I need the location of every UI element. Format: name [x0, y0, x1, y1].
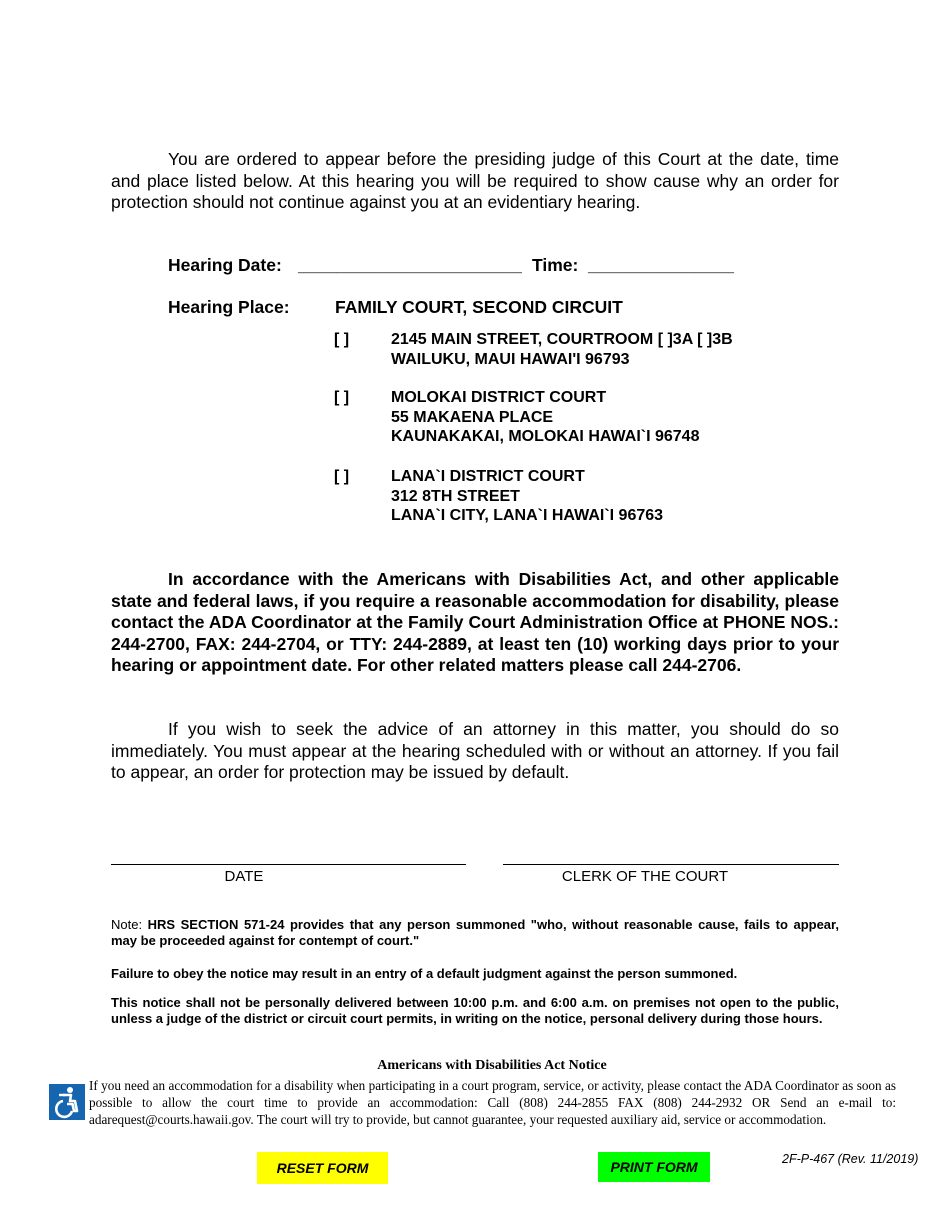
location-molokai: [391, 388, 699, 447]
hearing-time-label: Time:: [532, 255, 579, 275]
location-line: LANA`I CITY, LANA`I HAWAI`I 96763: [391, 507, 664, 524]
hearing-date-field[interactable]: _______________________: [298, 255, 522, 275]
clerk-signature-line[interactable]: [503, 864, 839, 865]
ada-notice-title: Americans with Disabilities Act Notice: [377, 1058, 607, 1073]
location-line: MOLOKAI DISTRICT COURT: [391, 389, 607, 406]
location-line: LANA`I DISTRICT COURT: [391, 468, 585, 485]
location-checkbox-molokai[interactable]: [ ]: [334, 389, 350, 406]
intro-paragraph: You are ordered to appear before the presiding judge of this Court at the date, time and place listed below. At this hearing you will be required to show cause why an order for protection should not continue against you at an evidentiary hearing.: [111, 149, 839, 212]
form-number: 2F-P-467 (Rev. 11/2019): [782, 1152, 919, 1166]
location-line: WAILUKU, MAUI HAWAI'I 96793: [391, 350, 630, 368]
location-line: KAUNAKAKAI, MOLOKAI HAWAI`I 96748: [391, 428, 700, 445]
location-line: 55 MAKAENA PLACE: [391, 408, 554, 426]
print-form-button[interactable]: PRINT FORM: [598, 1152, 710, 1182]
location-checkbox-lanai[interactable]: [ ]: [334, 468, 350, 485]
delivery-note: This notice shall not be personally delivered between 10:00 p.m. and 6:00 a.m. on premises not open to the public, unless a judge of the district or circuit court permits, in writing on the notice, personal delivery during those hours.: [111, 995, 839, 1026]
attorney-paragraph: If you wish to seek the advice of an attorney in this matter, you should do so immediately. You must appear at the hearing scheduled with or without an attorney. If you fail to appear, an order for protection may be issued by default.: [111, 719, 839, 782]
location-lanai: [391, 467, 663, 526]
date-signature-line[interactable]: [111, 864, 466, 865]
hearing-time-field[interactable]: _______________: [588, 255, 734, 275]
note-prefix: Note:: [111, 917, 148, 932]
hrs-note: [111, 917, 839, 949]
hearing-place-label: Hearing Place:: [168, 297, 290, 317]
clerk-label: CLERK OF THE COURT: [561, 868, 729, 885]
failure-note: Failure to obey the notice may result in an entry of a default judgment against the person summoned.: [111, 966, 738, 981]
location-checkbox-wailuku[interactable]: [ ]: [334, 331, 350, 348]
hearing-date-label: Hearing Date:: [168, 255, 282, 275]
ada-notice-body: If you need an accommodation for a disability when participating in a court program, service, or activity, please contact the ADA Coordinator as soon as possible to allow the court time to provide an accommodation: Call (808) 244-2855 FAX (808) 244-2932 OR Send an e-mail to: adarequest@courts.hawaii.gov. The court will try to provide, but cannot guarantee, your requested auxiliary aid, service or accommodation.: [89, 1078, 896, 1127]
reset-form-button[interactable]: RESET FORM: [257, 1152, 388, 1184]
date-label: DATE: [224, 868, 264, 885]
ada-paragraph: In accordance with the Americans with Disabilities Act, and other applicable state and federal laws, if you require a reasonable accommodation for disability, please contact the ADA Coordinator at the Family Court Administration Office at PHONE NOS.: 244-2700, FAX: 244-2704, or TTY: 244-2889, at least ten (10) working days prior to your hearing or appointment date. For other related matters please call 244-2706.: [111, 569, 839, 675]
location-line: 2145 MAIN STREET, COURTROOM [ ]3A [ ]3B: [391, 331, 733, 348]
note-text: HRS SECTION 571-24 provides that any person summoned "who, without reasonable cause, fails to appear, may be proceeded against for contempt of court.": [111, 917, 839, 948]
location-wailuku: [391, 330, 733, 369]
court-name: FAMILY COURT, SECOND CIRCUIT: [335, 297, 623, 317]
accessibility-icon: [49, 1084, 85, 1120]
location-line: 312 8TH STREET: [391, 487, 520, 505]
